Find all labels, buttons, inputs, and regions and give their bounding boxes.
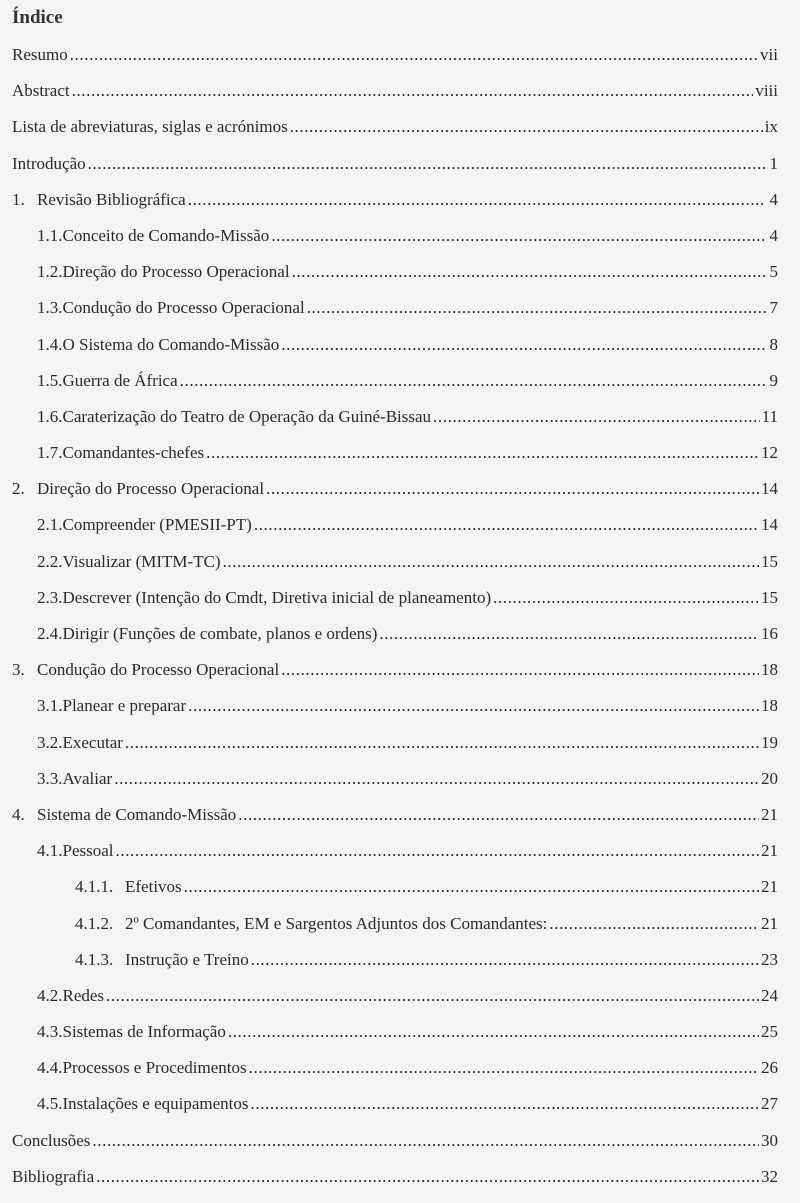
toc-entry-page: 1: [769, 153, 778, 173]
toc-entry-page: 9: [769, 370, 778, 390]
toc-entry[interactable]: [0, 981, 800, 1017]
dot-leader: [92, 1126, 759, 1156]
toc-entry-label: Revisão Bibliográfica: [37, 189, 186, 209]
toc-entry-number: 2.3.: [37, 587, 63, 607]
toc-entry[interactable]: [0, 691, 800, 727]
toc-entry-label: Efetivos: [125, 877, 182, 897]
toc-entry-label: Introdução: [12, 153, 86, 173]
dot-leader: [106, 981, 759, 1011]
dot-leader: [188, 185, 766, 215]
toc-entry-number: 4.1.2.: [75, 913, 114, 933]
dot-leader: [125, 728, 759, 758]
dot-leader: [114, 764, 759, 794]
toc-entry-number: 4.1.3.: [75, 949, 114, 969]
dot-leader: [493, 583, 759, 613]
toc-entry-page: 4: [769, 225, 778, 245]
toc-entry-number: 1.1.: [37, 225, 63, 245]
toc-entry-label: Descrever (Intenção do Cmdt, Diretiva inicial de planeamento): [62, 587, 492, 607]
dot-leader: [70, 40, 758, 70]
toc-entry-number: 2.4.: [37, 624, 63, 643]
toc-entry-label: Dirigir (Funções de combate, planos e ordens): [62, 624, 378, 643]
toc-entry-label: Executar: [62, 732, 123, 752]
dot-leader: [72, 76, 754, 106]
toc-entry-page: 12: [761, 443, 778, 463]
toc-entry-page: 21: [761, 913, 778, 933]
toc-entry[interactable]: [0, 655, 800, 691]
toc-entry-label: Direção do Processo Operacional: [62, 262, 290, 282]
toc-entry-page: vii: [760, 45, 778, 64]
toc-entry-page: 7: [769, 298, 778, 318]
toc-entry-number: 1.7.: [37, 443, 63, 463]
dot-leader: [238, 800, 759, 830]
toc-entry-page: 15: [761, 587, 778, 607]
dot-leader: [281, 330, 766, 360]
dot-leader: [433, 402, 760, 432]
dot-leader: [254, 510, 759, 540]
toc-entry[interactable]: [0, 728, 800, 764]
toc-entry-number: 4.: [12, 804, 25, 824]
toc-entry-page: 30: [761, 1130, 778, 1150]
toc-entry-page: 8: [769, 334, 778, 354]
toc-entry[interactable]: [0, 112, 800, 148]
toc-entry-label: Comandantes-chefes: [62, 443, 205, 463]
toc-entry[interactable]: [0, 1162, 800, 1198]
dot-leader: [228, 1017, 759, 1047]
toc-entry[interactable]: [0, 438, 800, 474]
toc-entry-number: 3.: [12, 660, 25, 680]
dot-leader: [251, 945, 759, 975]
toc-entry-label: Caraterização do Teatro de Operação da Guiné-Bissau: [62, 406, 432, 426]
toc-entry-number: 1.6.: [37, 406, 63, 426]
toc-entry-page: 18: [761, 696, 778, 716]
toc-entry[interactable]: [0, 764, 800, 800]
toc-entry-number: 2.1.: [37, 515, 63, 535]
dot-leader: [180, 366, 766, 396]
dot-leader: [206, 438, 759, 468]
toc-entry-page: 27: [761, 1094, 778, 1114]
toc-entry-label: Resumo: [12, 45, 68, 64]
dot-leader: [184, 872, 759, 902]
dot-leader: [271, 221, 766, 251]
toc-entry-label: Conclusões: [12, 1130, 91, 1150]
toc-entry-label: Processos e Procedimentos: [62, 1058, 247, 1078]
toc-entry-label: Avaliar: [62, 768, 113, 788]
dot-leader: [266, 474, 759, 504]
dot-leader: [116, 836, 760, 866]
toc-entry-page: 5: [769, 262, 778, 282]
toc-entry-label: Pessoal: [62, 841, 114, 861]
toc-entry-label: Instrução e Treino: [125, 949, 249, 969]
dot-leader: [379, 619, 759, 649]
toc-entry-number: 4.1.1.: [75, 877, 114, 897]
toc-entry-page: 14: [761, 515, 778, 535]
toc-entry-label: Condução do Processo Operacional: [37, 660, 280, 680]
toc-entry[interactable]: [0, 402, 800, 438]
toc-entry-label: Planear e preparar: [62, 696, 187, 716]
toc-entry[interactable]: [0, 909, 800, 945]
toc-entry-page: 24: [761, 985, 778, 1005]
toc-entry-number: 2.2.: [37, 551, 63, 571]
toc-entry-page: 32: [761, 1166, 778, 1186]
toc-entry-label: Compreender (PMESII-PT): [62, 515, 252, 535]
dot-leader: [223, 547, 759, 577]
toc-entry[interactable]: [0, 40, 800, 76]
toc-entry[interactable]: [0, 257, 800, 293]
toc-entry-label: Guerra de África: [62, 370, 178, 390]
toc-entry[interactable]: [0, 149, 800, 185]
toc-entry-label: Bibliografia: [12, 1166, 95, 1186]
toc-entry-page: 26: [761, 1058, 778, 1078]
toc-entry[interactable]: [0, 1126, 800, 1162]
toc-entry-label: Lista de abreviaturas, siglas e acrónimos: [12, 117, 288, 137]
dot-leader: [281, 655, 759, 685]
toc-entry-number: 1.2.: [37, 262, 63, 282]
toc-entry[interactable]: [0, 547, 800, 583]
toc-entry[interactable]: [0, 619, 800, 655]
toc-entry-number: 3.2.: [37, 732, 63, 752]
toc-entry-label: Visualizar (MITM-TC): [62, 551, 221, 571]
toc-entry-label: Direção do Processo Operacional: [37, 479, 265, 499]
toc-entry-number: 4.4.: [37, 1058, 63, 1078]
toc-entry-page: 19: [761, 732, 778, 752]
toc-entry-page: 11: [761, 406, 778, 426]
toc-entry-number: 1.: [12, 189, 25, 209]
toc-entry[interactable]: [0, 836, 800, 872]
toc-entry[interactable]: [0, 221, 800, 257]
toc-entry-label: Redes: [62, 985, 105, 1005]
toc-entry-number: 2.: [12, 479, 25, 499]
toc-entry[interactable]: [0, 800, 800, 836]
toc-entry-page: viii: [755, 81, 778, 101]
toc-entry-page: 4: [769, 189, 778, 209]
toc-entry-number: 1.5.: [37, 370, 63, 390]
toc-entry-label: Sistema de Comando-Missão: [37, 804, 237, 824]
dot-leader: [307, 293, 766, 323]
toc-entry[interactable]: [0, 185, 800, 221]
toc-title: Índice: [12, 7, 63, 28]
dot-leader: [251, 1089, 760, 1119]
toc-entry[interactable]: [0, 76, 800, 112]
toc-entry-page: 16: [761, 624, 778, 643]
toc-entry-page: ix: [764, 117, 778, 137]
dot-leader: [292, 257, 766, 287]
toc-entry-number: 3.3.: [37, 768, 63, 788]
toc-entry-label: 2º Comandantes, EM e Sargentos Adjuntos dos Comandantes:: [125, 913, 548, 933]
toc-entry-number: 3.1.: [37, 696, 63, 716]
toc-entry[interactable]: [0, 330, 800, 366]
toc-entry-page: 25: [761, 1022, 778, 1042]
toc-entry-label: Condução do Processo Operacional: [62, 298, 305, 318]
toc-entry-label: Conceito de Comando-Missão: [62, 225, 270, 245]
dot-leader: [249, 1053, 759, 1083]
toc-entry[interactable]: [0, 1017, 800, 1053]
toc-entry-number: 4.1.: [37, 841, 63, 861]
toc-entry-label: O Sistema do Comando-Missão: [62, 334, 280, 354]
toc-entry-label: Sistemas de Informação: [62, 1022, 226, 1042]
toc-entry[interactable]: [0, 1089, 800, 1125]
dot-leader: [96, 1162, 759, 1192]
toc-entry[interactable]: [0, 583, 800, 619]
toc-entry-page: 18: [761, 660, 778, 680]
table-of-contents: [0, 40, 800, 1198]
toc-entry[interactable]: [0, 293, 800, 329]
toc-entry-page: 21: [761, 804, 778, 824]
toc-entry-label: Abstract: [12, 81, 70, 101]
toc-entry-label: Instalações e equipamentos: [62, 1094, 249, 1114]
toc-entry[interactable]: [0, 474, 800, 510]
toc-entry-number: 1.4.: [37, 334, 63, 354]
toc-entry-page: 21: [761, 877, 778, 897]
dot-leader: [88, 149, 766, 179]
dot-leader: [188, 691, 759, 721]
toc-entry-number: 4.5.: [37, 1094, 63, 1114]
toc-entry[interactable]: [0, 1053, 800, 1089]
toc-entry-page: 14: [761, 479, 778, 499]
dot-leader: [549, 909, 759, 939]
toc-entry[interactable]: [0, 366, 800, 402]
toc-entry[interactable]: [0, 510, 800, 546]
toc-entry-page: 21: [761, 841, 778, 861]
toc-entry-page: 23: [761, 949, 778, 969]
toc-entry-number: 4.3.: [37, 1022, 63, 1042]
toc-entry[interactable]: [0, 872, 800, 908]
toc-entry-number: 1.3.: [37, 298, 63, 318]
dot-leader: [290, 112, 763, 142]
toc-entry-page: 20: [761, 768, 778, 788]
toc-entry[interactable]: [0, 945, 800, 981]
toc-entry-page: 15: [761, 551, 778, 571]
toc-entry-number: 4.2.: [37, 985, 63, 1005]
